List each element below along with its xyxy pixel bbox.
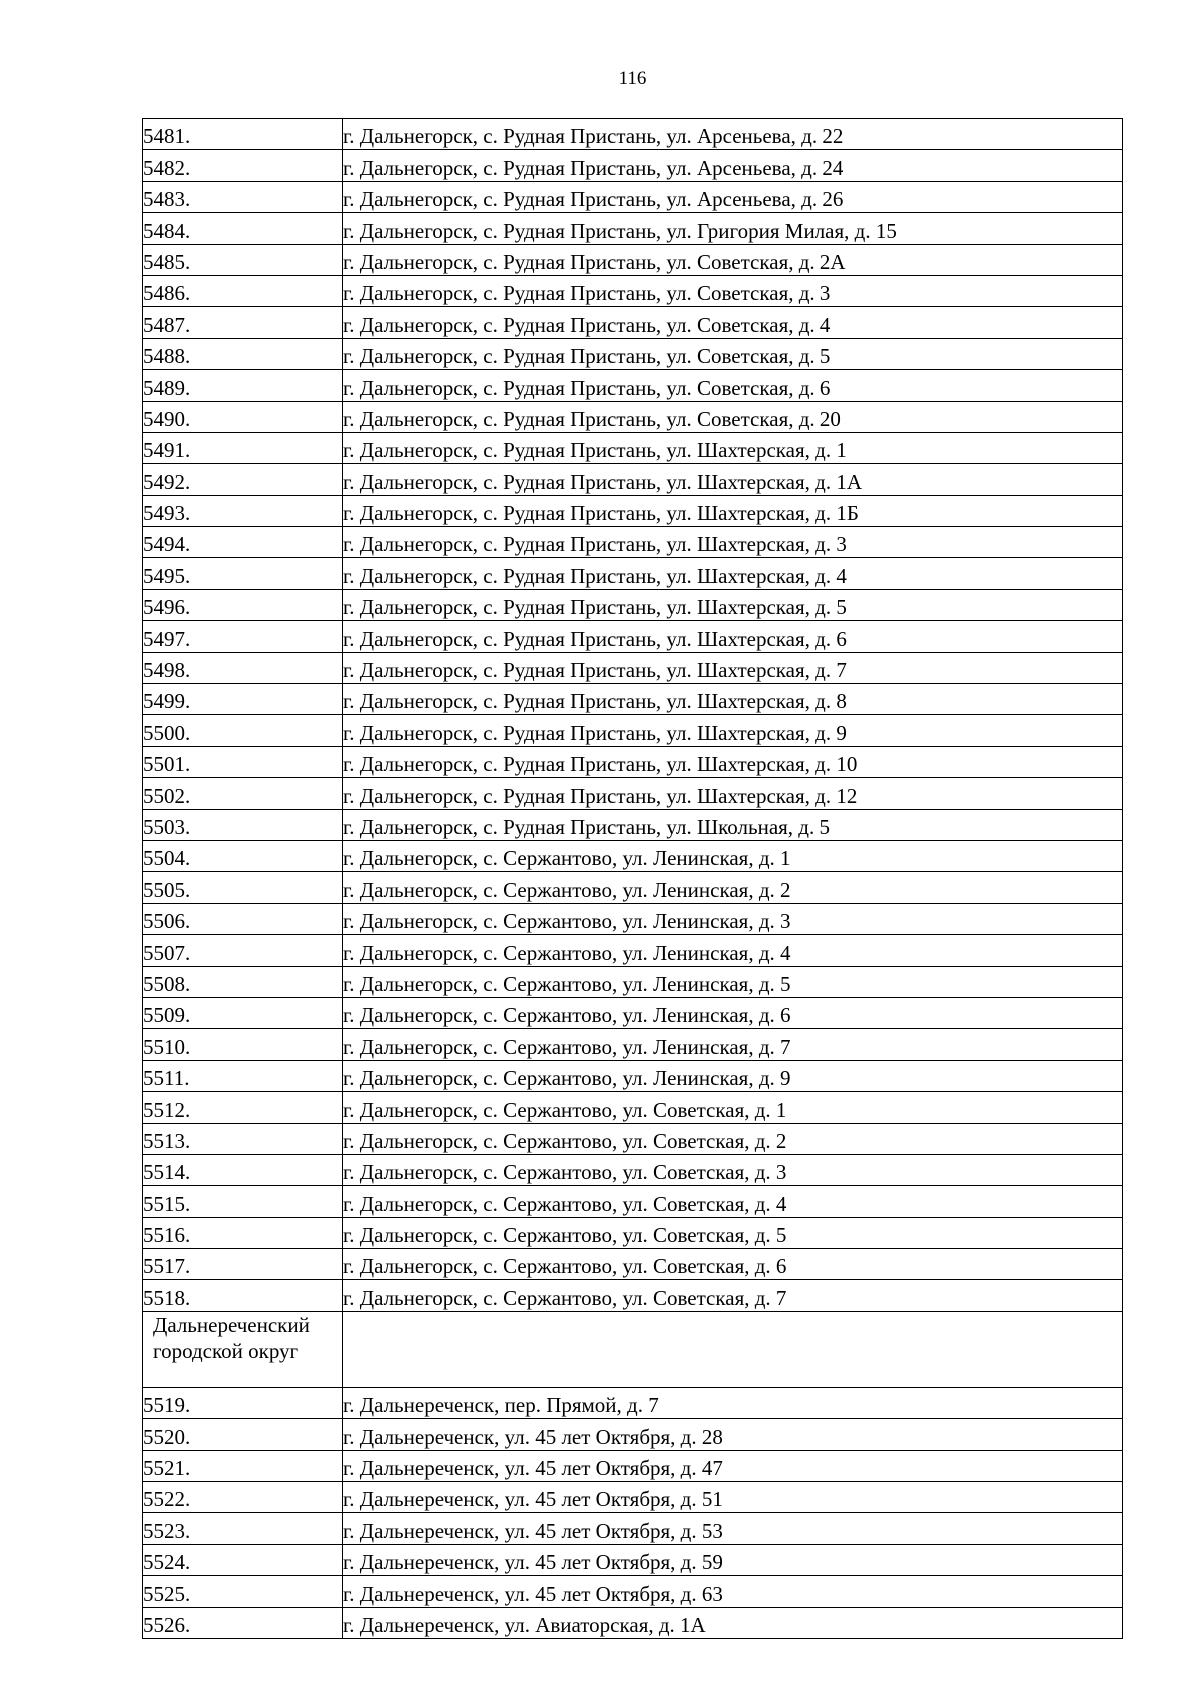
row-address: г. Дальнегорск, с. Сержантово, ул. Ленинская, д. 5 [343, 966, 1123, 997]
table-row [143, 778, 1123, 809]
row-number: 5524. [143, 1544, 343, 1575]
table-row [143, 119, 1123, 150]
table-row [143, 1123, 1123, 1154]
section-title: Дальнереченский городской округ [143, 1311, 343, 1387]
row-address: г. Дальнегорск, с. Рудная Пристань, ул. Шахтерская, д. 4 [343, 558, 1123, 589]
row-number: 5510. [143, 1029, 343, 1060]
row-number: 5516. [143, 1217, 343, 1248]
table-row [143, 1217, 1123, 1248]
row-number: 5523. [143, 1513, 343, 1544]
row-address: г. Дальнегорск, с. Рудная Пристань, ул. Шахтерская, д. 3 [343, 527, 1123, 558]
row-number: 5486. [143, 275, 343, 306]
row-number: 5504. [143, 840, 343, 871]
row-address: г. Дальнегорск, с. Рудная Пристань, ул. Шахтерская, д. 5 [343, 589, 1123, 620]
table-row [143, 338, 1123, 369]
row-number: 5493. [143, 495, 343, 526]
row-number: 5508. [143, 966, 343, 997]
row-address: г. Дальнегорск, с. Сержантово, ул. Ленинская, д. 4 [343, 935, 1123, 966]
row-address: г. Дальнегорск, с. Сержантово, ул. Советская, д. 3 [343, 1154, 1123, 1185]
row-address: г. Дальнегорск, с. Рудная Пристань, ул. Арсеньева, д. 22 [343, 119, 1123, 150]
row-address: г. Дальнегорск, с. Рудная Пристань, ул. Школьная, д. 5 [343, 809, 1123, 840]
row-number: 5517. [143, 1249, 343, 1280]
address-registry-table [142, 118, 1123, 1639]
row-address: г. Дальнереченск, ул. 45 лет Октября, д. 47 [343, 1450, 1123, 1481]
row-address: г. Дальнереченск, пер. Прямой, д. 7 [343, 1387, 1123, 1418]
table-row [143, 1280, 1123, 1311]
table-row [143, 1092, 1123, 1123]
table-row [143, 244, 1123, 275]
row-address: г. Дальнереченск, ул. 45 лет Октября, д. 51 [343, 1482, 1123, 1513]
table-row [143, 558, 1123, 589]
table-row [143, 966, 1123, 997]
row-address: г. Дальнегорск, с. Рудная Пристань, ул. Григория Милая, д. 15 [343, 213, 1123, 244]
row-number: 5514. [143, 1154, 343, 1185]
row-address: г. Дальнегорск, с. Сержантово, ул. Ленинская, д. 3 [343, 903, 1123, 934]
row-address: г. Дальнереченск, ул. 45 лет Октября, д. 28 [343, 1419, 1123, 1450]
section-empty-cell [343, 1311, 1123, 1387]
table-row [143, 150, 1123, 181]
row-address: г. Дальнегорск, с. Рудная Пристань, ул. Шахтерская, д. 6 [343, 621, 1123, 652]
row-address: г. Дальнегорск, с. Сержантово, ул. Ленинская, д. 6 [343, 997, 1123, 1028]
row-address: г. Дальнегорск, с. Сержантово, ул. Советская, д. 7 [343, 1280, 1123, 1311]
row-address: г. Дальнегорск, с. Сержантово, ул. Ленинская, д. 2 [343, 872, 1123, 903]
table-row [143, 1607, 1123, 1638]
row-number: 5520. [143, 1419, 343, 1450]
registry-rows-after-section [143, 1387, 1123, 1638]
row-number: 5503. [143, 809, 343, 840]
row-number: 5497. [143, 621, 343, 652]
table-row [143, 903, 1123, 934]
table-row [143, 275, 1123, 306]
row-number: 5507. [143, 935, 343, 966]
row-address: г. Дальнереченск, ул. 45 лет Октября, д. 63 [343, 1576, 1123, 1607]
row-number: 5506. [143, 903, 343, 934]
row-number: 5522. [143, 1482, 343, 1513]
row-number: 5491. [143, 432, 343, 463]
row-number: 5490. [143, 401, 343, 432]
row-number: 5481. [143, 119, 343, 150]
table-row [143, 1060, 1123, 1091]
table-row [143, 872, 1123, 903]
table-row [143, 1576, 1123, 1607]
row-address: г. Дальнегорск, с. Сержантово, ул. Советская, д. 6 [343, 1249, 1123, 1280]
row-address: г. Дальнегорск, с. Рудная Пристань, ул. Шахтерская, д. 8 [343, 684, 1123, 715]
row-number: 5526. [143, 1607, 343, 1638]
row-address: г. Дальнегорск, с. Сержантово, ул. Советская, д. 5 [343, 1217, 1123, 1248]
table-row [143, 715, 1123, 746]
table-row [143, 495, 1123, 526]
table-row [143, 1513, 1123, 1544]
row-number: 5499. [143, 684, 343, 715]
row-number: 5518. [143, 1280, 343, 1311]
row-number: 5492. [143, 464, 343, 495]
table-row [143, 840, 1123, 871]
row-address: г. Дальнегорск, с. Сержантово, ул. Советская, д. 2 [343, 1123, 1123, 1154]
table-row [143, 213, 1123, 244]
row-number: 5511. [143, 1060, 343, 1091]
row-number: 5521. [143, 1450, 343, 1481]
row-address: г. Дальнегорск, с. Рудная Пристань, ул. Арсеньева, д. 24 [343, 150, 1123, 181]
table-row [143, 527, 1123, 558]
row-number: 5500. [143, 715, 343, 746]
row-address: г. Дальнегорск, с. Рудная Пристань, ул. Шахтерская, д. 12 [343, 778, 1123, 809]
row-address: г. Дальнегорск, с. Сержантово, ул. Советская, д. 4 [343, 1186, 1123, 1217]
table-row [143, 464, 1123, 495]
row-number: 5495. [143, 558, 343, 589]
table-row [143, 1029, 1123, 1060]
row-address: г. Дальнегорск, с. Сержантово, ул. Ленинская, д. 9 [343, 1060, 1123, 1091]
table-row [143, 401, 1123, 432]
table-row [143, 307, 1123, 338]
row-address: г. Дальнегорск, с. Рудная Пристань, ул. Советская, д. 2А [343, 244, 1123, 275]
row-number: 5489. [143, 370, 343, 401]
row-address: г. Дальнереченск, ул. Авиаторская, д. 1А [343, 1607, 1123, 1638]
table-row [143, 1419, 1123, 1450]
table-row [143, 1154, 1123, 1185]
table-row [143, 684, 1123, 715]
row-number: 5482. [143, 150, 343, 181]
table-row [143, 997, 1123, 1028]
row-address: г. Дальнереченск, ул. 45 лет Октября, д. 59 [343, 1544, 1123, 1575]
row-number: 5496. [143, 589, 343, 620]
row-number: 5498. [143, 652, 343, 683]
row-number: 5513. [143, 1123, 343, 1154]
row-address: г. Дальнегорск, с. Сержантово, ул. Ленинская, д. 7 [343, 1029, 1123, 1060]
row-number: 5485. [143, 244, 343, 275]
row-number: 5525. [143, 1576, 343, 1607]
row-address: г. Дальнегорск, с. Рудная Пристань, ул. Шахтерская, д. 9 [343, 715, 1123, 746]
row-address: г. Дальнегорск, с. Сержантово, ул. Ленинская, д. 1 [343, 840, 1123, 871]
row-address: г. Дальнегорск, с. Рудная Пристань, ул. Шахтерская, д. 1 [343, 432, 1123, 463]
table-row [143, 589, 1123, 620]
row-address: г. Дальнегорск, с. Рудная Пристань, ул. Советская, д. 4 [343, 307, 1123, 338]
row-address: г. Дальнегорск, с. Рудная Пристань, ул. Советская, д. 5 [343, 338, 1123, 369]
row-address: г. Дальнегорск, с. Сержантово, ул. Советская, д. 1 [343, 1092, 1123, 1123]
row-number: 5519. [143, 1387, 343, 1418]
row-address: г. Дальнегорск, с. Рудная Пристань, ул. Советская, д. 3 [343, 275, 1123, 306]
row-number: 5483. [143, 181, 343, 212]
row-number: 5487. [143, 307, 343, 338]
table-row [143, 432, 1123, 463]
row-number: 5488. [143, 338, 343, 369]
table-row [143, 370, 1123, 401]
row-address: г. Дальнегорск, с. Рудная Пристань, ул. Советская, д. 6 [343, 370, 1123, 401]
row-number: 5494. [143, 527, 343, 558]
table-row [143, 621, 1123, 652]
table-row [143, 652, 1123, 683]
row-address: г. Дальнегорск, с. Рудная Пристань, ул. Шахтерская, д. 10 [343, 746, 1123, 777]
row-address: г. Дальнегорск, с. Рудная Пристань, ул. Арсеньева, д. 26 [343, 181, 1123, 212]
row-number: 5484. [143, 213, 343, 244]
table-row [143, 1186, 1123, 1217]
table-row [143, 809, 1123, 840]
table-row [143, 1387, 1123, 1418]
page-number: 116 [618, 68, 647, 89]
row-address: г. Дальнегорск, с. Рудная Пристань, ул. Советская, д. 20 [343, 401, 1123, 432]
section-row [143, 1311, 1123, 1387]
table-row [143, 181, 1123, 212]
row-address: г. Дальнегорск, с. Рудная Пристань, ул. Шахтерская, д. 1Б [343, 495, 1123, 526]
table-row [143, 1249, 1123, 1280]
row-address: г. Дальнегорск, с. Рудная Пристань, ул. Шахтерская, д. 7 [343, 652, 1123, 683]
row-number: 5502. [143, 778, 343, 809]
row-address: г. Дальнереченск, ул. 45 лет Октября, д. 53 [343, 1513, 1123, 1544]
registry-rows-before-section [143, 119, 1123, 1312]
section-block [143, 1311, 1123, 1387]
row-address: г. Дальнегорск, с. Рудная Пристань, ул. Шахтерская, д. 1А [343, 464, 1123, 495]
row-number: 5505. [143, 872, 343, 903]
row-number: 5515. [143, 1186, 343, 1217]
row-number: 5509. [143, 997, 343, 1028]
table-row [143, 1482, 1123, 1513]
table-row [143, 746, 1123, 777]
table-row [143, 935, 1123, 966]
table-row [143, 1450, 1123, 1481]
table-row [143, 1544, 1123, 1575]
row-number: 5501. [143, 746, 343, 777]
row-number: 5512. [143, 1092, 343, 1123]
